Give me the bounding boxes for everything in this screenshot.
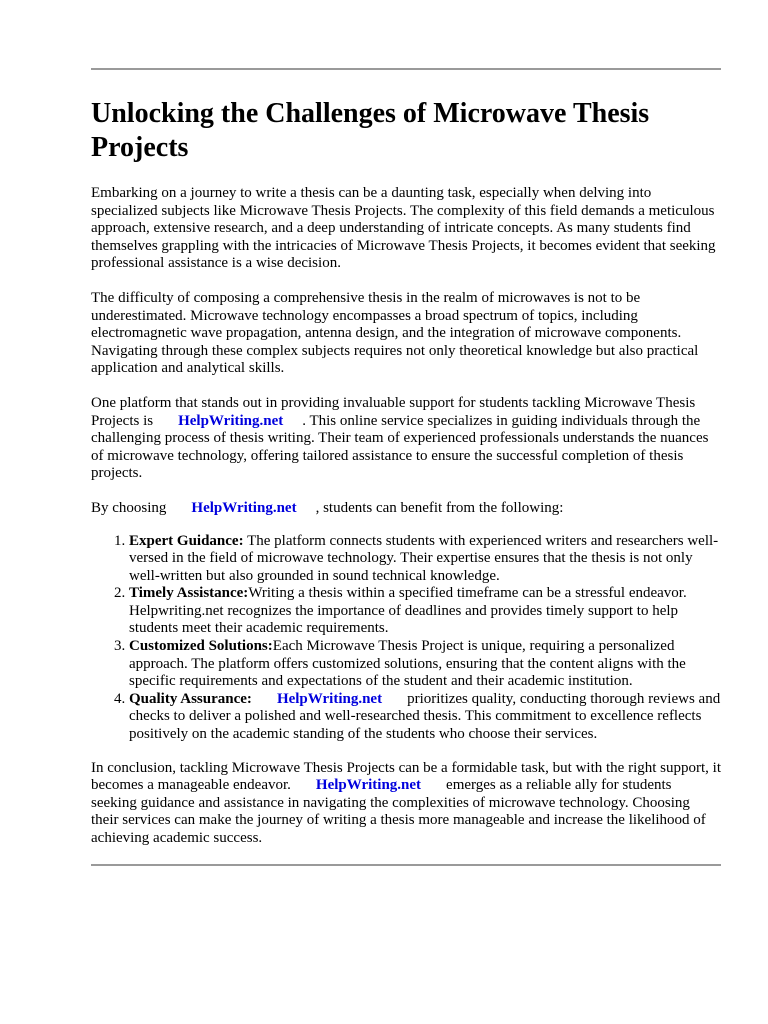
list-item-term: Customized Solutions: xyxy=(129,638,273,655)
list-item-term: Expert Guidance: xyxy=(129,532,244,549)
list-item-term: Quality Assurance: xyxy=(129,690,252,707)
list-item-text: The platform connects students with experienced writers and researchers well-versed in the field of microwave technology. Their expertise ensures that the thesis is not only well-written but also grounded in sound technical knowledge. xyxy=(129,532,719,584)
document-page xyxy=(91,0,721,866)
document-title: Unlocking the Challenges of Microwave Thesis Projects xyxy=(91,98,650,163)
list-item xyxy=(129,585,721,638)
paragraph-platform-lead: One platform that stands out in providing invaluable support for students tackling Microwave Thesis Projects is xyxy=(91,394,696,429)
paragraph-conclusion xyxy=(91,760,721,848)
helpwriting-link[interactable]: HelpWriting.net xyxy=(191,499,297,516)
paragraph-platform xyxy=(91,395,721,483)
paragraph-choosing xyxy=(91,500,721,518)
list-item-text: prioritizes quality, conducting thorough reviews and checks to deliver a polished and well-researched thesis. This commitment to excellence reflects positively on the academic standing of the students who choose their services. xyxy=(129,690,721,743)
paragraph-difficulty: The difficulty of composing a comprehensive thesis in the realm of microwaves is not to be underestimated. Microwave technology encompasses a broad spectrum of topics, including electromagnetic wave propagation, antenna design, and the integration of microwave components. Navigating through these complex subjects requires not only theoretical knowledge but also practical application and analytical skills. xyxy=(91,289,699,377)
paragraph-choosing-rest: , students can benefit from the following: xyxy=(315,499,564,516)
paragraph-conclusion-rest: emerges as a reliable ally for students seeking guidance and assistance in navigating the complexities of microwave technology. Choosing their services can make the journey of writing a thesis more manageable and increase the likelihood of achieving academic success. xyxy=(91,777,706,846)
list-item xyxy=(129,638,721,691)
helpwriting-link[interactable]: HelpWriting.net xyxy=(315,777,422,794)
paragraph-choosing-lead: By choosing xyxy=(91,499,167,516)
benefits-list xyxy=(91,533,721,744)
helpwriting-link[interactable]: HelpWriting.net xyxy=(276,690,383,707)
paragraph-intro: Embarking on a journey to write a thesis can be a daunting task, especially when delving into specialized subjects like Microwave Thesis Projects. The complexity of this field demands a meticulous approach, extensive research, and a deep understanding of intricate concepts. As many students find themselves grappling with the intricacies of Microwave Thesis Projects, it becomes evident that seeking professional assistance is a wise decision. xyxy=(91,185,716,272)
list-item-text: Each Microwave Thesis Project is unique, requiring a personalized approach. The platform offers customized solutions, ensuring that the content aligns with the specific requirements and expectations of the student and their academic institution. xyxy=(129,638,686,690)
list-item-text: Writing a thesis within a specified timeframe can be a stressful endeavor. Helpwriting.net recognizes the importance of deadlines and provides timely support to help students meet their academic requirements. xyxy=(129,585,687,637)
helpwriting-link[interactable]: HelpWriting.net xyxy=(178,412,284,429)
list-item xyxy=(129,691,721,744)
top-divider xyxy=(91,68,721,70)
list-item xyxy=(129,533,721,586)
paragraph-conclusion-lead: In conclusion, tackling Microwave Thesis Projects can be a formidable task, but with the right support, it becomes a manageable endeavor. xyxy=(91,759,721,794)
list-item-term: Timely Assistance: xyxy=(129,585,249,602)
paragraph-platform-rest: . This online service specializes in guiding individuals through the challenging process of thesis writing. Their team of experienced professionals understands the nuances of microwave technology, offering tailored assistance to ensure the successful completion of thesis projects. xyxy=(91,412,709,482)
bottom-divider xyxy=(91,864,721,866)
